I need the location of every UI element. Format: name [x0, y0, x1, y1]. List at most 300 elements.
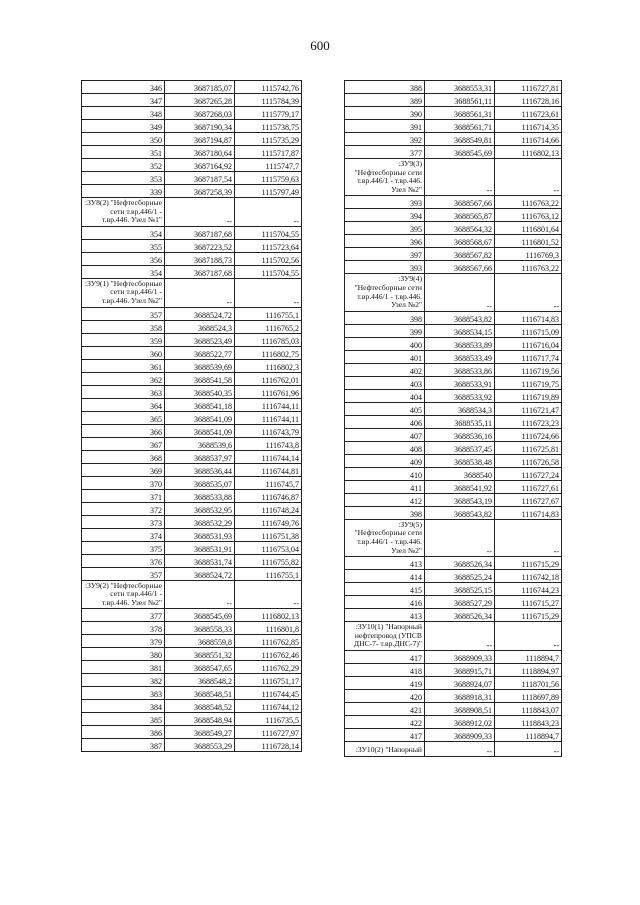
y-coordinate-cell: 1116735,5	[235, 713, 302, 726]
table-row	[82, 159, 302, 172]
y-coordinate-cell: 1116714,35	[495, 120, 562, 133]
table-row	[345, 689, 562, 702]
y-coordinate-cell: 1116801,8	[235, 622, 302, 635]
table-row	[345, 676, 562, 689]
y-coordinate-cell: 1116727,97	[235, 726, 302, 739]
x-coordinate-cell: 3688532,29	[165, 515, 235, 528]
x-coordinate-cell: 3688534,3	[425, 402, 495, 415]
table-row	[345, 146, 562, 159]
table-row	[82, 107, 302, 120]
x-coordinate-cell: 3688908,51	[425, 702, 495, 715]
table-row	[345, 557, 562, 570]
table-row	[345, 402, 562, 415]
y-coordinate-cell: 1115704,55	[235, 265, 302, 278]
table-body-right	[345, 81, 562, 757]
point-number-cell: 347	[82, 94, 165, 107]
point-number-cell: 401	[345, 350, 425, 363]
table-row	[82, 609, 302, 622]
table-row	[345, 311, 562, 324]
x-coordinate-cell: --	[165, 198, 235, 227]
point-number-cell: 402	[345, 363, 425, 376]
point-number-cell: 416	[345, 596, 425, 609]
table-row	[82, 226, 302, 239]
table-row	[82, 320, 302, 333]
table-row	[345, 235, 562, 248]
point-number-cell: 349	[82, 120, 165, 133]
y-coordinate-cell: 1116762,85	[235, 635, 302, 648]
table-row	[82, 81, 302, 94]
y-coordinate-cell: 1116727,61	[495, 480, 562, 493]
x-coordinate-cell: 3688543,19	[425, 493, 495, 506]
x-coordinate-cell: 3688561,71	[425, 120, 495, 133]
point-number-cell: 399	[345, 324, 425, 337]
table-row	[345, 493, 562, 506]
point-number-cell: 364	[82, 398, 165, 411]
x-coordinate-cell: 3687268,03	[165, 107, 235, 120]
x-coordinate-cell: 3688543,82	[425, 506, 495, 519]
x-coordinate-cell: 3688541,09	[165, 411, 235, 424]
x-coordinate-cell: 3688539,6	[165, 437, 235, 450]
x-coordinate-cell: 3688548,51	[165, 687, 235, 700]
x-coordinate-cell: 3688565,87	[425, 209, 495, 222]
table-row	[82, 252, 302, 265]
y-coordinate-cell: 1116742,18	[495, 570, 562, 583]
table-row	[345, 337, 562, 350]
y-coordinate-cell: 1116751,17	[235, 674, 302, 687]
y-coordinate-cell: 1116716,04	[495, 337, 562, 350]
y-coordinate-cell: 1116744,14	[235, 450, 302, 463]
y-coordinate-cell: 1116761,96	[235, 385, 302, 398]
point-number-cell: 379	[82, 635, 165, 648]
table-row	[82, 411, 302, 424]
x-coordinate-cell: 3687190,34	[165, 120, 235, 133]
x-coordinate-cell: 3688924,07	[425, 676, 495, 689]
y-coordinate-cell: 1116714,83	[495, 311, 562, 324]
x-coordinate-cell: 3688532,95	[165, 502, 235, 515]
y-coordinate-cell: 1116746,87	[235, 489, 302, 502]
point-number-cell: 407	[345, 428, 425, 441]
point-number-cell: 382	[82, 674, 165, 687]
point-number-cell: 398	[345, 506, 425, 519]
point-number-cell: 362	[82, 372, 165, 385]
table-row	[345, 415, 562, 428]
point-number-cell: 384	[82, 700, 165, 713]
x-coordinate-cell: 3688540	[425, 467, 495, 480]
point-number-cell: 403	[345, 376, 425, 389]
coordinates-table-right	[344, 80, 562, 757]
table-row	[345, 261, 562, 274]
table-row	[82, 528, 302, 541]
y-coordinate-cell: 1116763,22	[495, 261, 562, 274]
x-coordinate-cell: 3688533,88	[165, 489, 235, 502]
x-coordinate-cell: 3688553,31	[425, 81, 495, 94]
section-header-row	[82, 198, 302, 227]
y-coordinate-cell: 1116801,52	[495, 235, 562, 248]
y-coordinate-cell: 1115759,63	[235, 172, 302, 185]
y-coordinate-cell: 1116714,66	[495, 133, 562, 146]
point-number-cell: 388	[345, 81, 425, 94]
x-coordinate-cell: 3688548,94	[165, 713, 235, 726]
y-coordinate-cell: 1116762,29	[235, 661, 302, 674]
point-number-cell: 417	[345, 728, 425, 741]
y-coordinate-cell: 1116743,8	[235, 437, 302, 450]
table-row	[82, 476, 302, 489]
y-coordinate-cell: 1118701,56	[495, 676, 562, 689]
table-row	[345, 94, 562, 107]
y-coordinate-cell: 1116763,22	[495, 196, 562, 209]
table-row	[345, 133, 562, 146]
point-number-cell: 339	[82, 185, 165, 198]
table-row	[82, 674, 302, 687]
section-header-row	[345, 622, 562, 651]
y-coordinate-cell: --	[495, 741, 562, 756]
y-coordinate-cell: 1115797,49	[235, 185, 302, 198]
table-row	[345, 222, 562, 235]
table-row	[82, 333, 302, 346]
table-row	[345, 570, 562, 583]
y-coordinate-cell: 1116727,24	[495, 467, 562, 480]
x-coordinate-cell: 3688526,34	[425, 609, 495, 622]
point-number-cell: 413	[345, 557, 425, 570]
y-coordinate-cell: 1116762,46	[235, 648, 302, 661]
y-coordinate-cell: 1116719,89	[495, 389, 562, 402]
point-number-cell: 396	[345, 235, 425, 248]
point-number-cell: 374	[82, 528, 165, 541]
y-coordinate-cell: 1115738,75	[235, 120, 302, 133]
x-coordinate-cell: 3688909,33	[425, 650, 495, 663]
x-coordinate-cell: --	[425, 519, 495, 556]
x-coordinate-cell: --	[425, 159, 495, 196]
point-number-cell: 352	[82, 159, 165, 172]
x-coordinate-cell: 3688534,15	[425, 324, 495, 337]
y-coordinate-cell: --	[495, 519, 562, 556]
point-number-cell: 422	[345, 715, 425, 728]
x-coordinate-cell: 3688522,77	[165, 346, 235, 359]
x-coordinate-cell: 3688561,31	[425, 107, 495, 120]
x-coordinate-cell: --	[425, 274, 495, 311]
x-coordinate-cell: 3687187,68	[165, 265, 235, 278]
y-coordinate-cell: 1115723,64	[235, 239, 302, 252]
y-coordinate-cell: --	[235, 580, 302, 609]
x-coordinate-cell: 3688561,11	[425, 94, 495, 107]
y-coordinate-cell: 1115735,29	[235, 133, 302, 146]
point-number-cell: 421	[345, 702, 425, 715]
table-row	[82, 450, 302, 463]
x-coordinate-cell: 3688536,44	[165, 463, 235, 476]
y-coordinate-cell: 1116755,1	[235, 567, 302, 580]
y-coordinate-cell: 1115717,87	[235, 146, 302, 159]
table-row	[345, 209, 562, 222]
point-number-cell: 387	[82, 739, 165, 752]
table-row	[345, 120, 562, 133]
y-coordinate-cell: 1115742,76	[235, 81, 302, 94]
table-row	[82, 661, 302, 674]
y-coordinate-cell: 1115704,55	[235, 226, 302, 239]
section-header-row	[82, 580, 302, 609]
x-coordinate-cell: 3687164,92	[165, 159, 235, 172]
table-row	[345, 441, 562, 454]
x-coordinate-cell: 3688545,69	[165, 609, 235, 622]
y-coordinate-cell: 1116762,01	[235, 372, 302, 385]
y-coordinate-cell: 1116726,58	[495, 454, 562, 467]
x-coordinate-cell: --	[165, 278, 235, 307]
table-row	[345, 650, 562, 663]
point-number-cell: 373	[82, 515, 165, 528]
y-coordinate-cell: --	[495, 622, 562, 651]
point-number-cell: 376	[82, 554, 165, 567]
section-label-cell: :ЗУ9(4) "Нефтесборные сети т.вр.446/1 - т.вр.446. Узел №2"	[345, 274, 425, 311]
y-coordinate-cell: 1115702,56	[235, 252, 302, 265]
y-coordinate-cell: 1118894,7	[495, 728, 562, 741]
x-coordinate-cell: 3688533,86	[425, 363, 495, 376]
table-row	[345, 428, 562, 441]
x-coordinate-cell: 3688526,34	[425, 557, 495, 570]
table-row	[82, 622, 302, 635]
x-coordinate-cell: 3688523,49	[165, 333, 235, 346]
table-row	[82, 515, 302, 528]
section-header-row	[82, 278, 302, 307]
x-coordinate-cell: 3687223,52	[165, 239, 235, 252]
x-coordinate-cell: 3688540,35	[165, 385, 235, 398]
y-coordinate-cell: 1115747,7	[235, 159, 302, 172]
section-label-cell: :ЗУ9(5) "Нефтесборные сети т.вр.446/1 - т.вр.446. Узел №2"	[345, 519, 425, 556]
table-row	[82, 185, 302, 198]
x-coordinate-cell: 3688537,45	[425, 441, 495, 454]
table-row	[82, 502, 302, 515]
x-coordinate-cell: 3688567,82	[425, 248, 495, 261]
point-number-cell: 368	[82, 450, 165, 463]
point-number-cell: 357	[82, 567, 165, 580]
table-row	[82, 372, 302, 385]
point-number-cell: 398	[345, 311, 425, 324]
x-coordinate-cell: 3688536,16	[425, 428, 495, 441]
point-number-cell: 357	[82, 307, 165, 320]
y-coordinate-cell: 1116743,79	[235, 424, 302, 437]
table-row	[345, 376, 562, 389]
point-number-cell: 383	[82, 687, 165, 700]
table-row	[345, 248, 562, 261]
section-header-row	[345, 274, 562, 311]
point-number-cell: 366	[82, 424, 165, 437]
section-label-cell: :ЗУ9(1) "Нефтесборные сети т.вр.446/1 - т.вр.446. Узел №2"	[82, 278, 165, 307]
table-row	[345, 609, 562, 622]
table-row	[345, 702, 562, 715]
y-coordinate-cell: 1116744,23	[495, 583, 562, 596]
table-row	[82, 120, 302, 133]
y-coordinate-cell: 1116715,27	[495, 596, 562, 609]
point-number-cell: 394	[345, 209, 425, 222]
point-number-cell: 397	[345, 248, 425, 261]
y-coordinate-cell: --	[235, 198, 302, 227]
table-row	[82, 346, 302, 359]
y-coordinate-cell: 1116714,83	[495, 506, 562, 519]
point-number-cell: 380	[82, 648, 165, 661]
x-coordinate-cell: 3688533,91	[425, 376, 495, 389]
point-number-cell: 372	[82, 502, 165, 515]
table-row	[82, 94, 302, 107]
point-number-cell: 346	[82, 81, 165, 94]
point-number-cell: 411	[345, 480, 425, 493]
y-coordinate-cell: 1115784,39	[235, 94, 302, 107]
point-number-cell: 354	[82, 265, 165, 278]
point-number-cell: 350	[82, 133, 165, 146]
y-coordinate-cell: 1118843,23	[495, 715, 562, 728]
table-row	[345, 663, 562, 676]
x-coordinate-cell: 3688567,66	[425, 196, 495, 209]
table-row	[82, 700, 302, 713]
x-coordinate-cell: 3687185,07	[165, 81, 235, 94]
y-coordinate-cell: 1116744,45	[235, 687, 302, 700]
x-coordinate-cell: 3688524,72	[165, 567, 235, 580]
x-coordinate-cell: 3688545,69	[425, 146, 495, 159]
table-row	[82, 385, 302, 398]
point-number-cell: 395	[345, 222, 425, 235]
x-coordinate-cell: 3688541,92	[425, 480, 495, 493]
y-coordinate-cell: --	[235, 278, 302, 307]
table-row	[82, 359, 302, 372]
x-coordinate-cell: 3688535,07	[165, 476, 235, 489]
point-number-cell: 419	[345, 676, 425, 689]
x-coordinate-cell: 3688539,69	[165, 359, 235, 372]
point-number-cell: 371	[82, 489, 165, 502]
table-row	[82, 567, 302, 580]
x-coordinate-cell: 3688535,11	[425, 415, 495, 428]
table-body-left	[82, 81, 302, 752]
x-coordinate-cell: 3687180,64	[165, 146, 235, 159]
y-coordinate-cell: 1116744,11	[235, 398, 302, 411]
table-row	[82, 146, 302, 159]
x-coordinate-cell: 3688533,49	[425, 350, 495, 363]
x-coordinate-cell: 3688533,92	[425, 389, 495, 402]
y-coordinate-cell: 1116749,76	[235, 515, 302, 528]
x-coordinate-cell: 3688549,81	[425, 133, 495, 146]
point-number-cell: 408	[345, 441, 425, 454]
y-coordinate-cell: 1118894,97	[495, 663, 562, 676]
point-number-cell: 378	[82, 622, 165, 635]
point-number-cell: 404	[345, 389, 425, 402]
table-row	[82, 265, 302, 278]
point-number-cell: 375	[82, 541, 165, 554]
point-number-cell: 420	[345, 689, 425, 702]
point-number-cell: 413	[345, 609, 425, 622]
y-coordinate-cell: 1116753,04	[235, 541, 302, 554]
table-row	[345, 467, 562, 480]
y-coordinate-cell: 1116801,64	[495, 222, 562, 235]
point-number-cell: 354	[82, 226, 165, 239]
point-number-cell: 381	[82, 661, 165, 674]
table-row	[345, 196, 562, 209]
x-coordinate-cell: 3687187,68	[165, 226, 235, 239]
table-row	[82, 648, 302, 661]
table-row	[345, 480, 562, 493]
x-coordinate-cell: 3688531,93	[165, 528, 235, 541]
table-row	[82, 463, 302, 476]
point-number-cell: 391	[345, 120, 425, 133]
page-number: 600	[310, 38, 330, 53]
point-number-cell: 355	[82, 239, 165, 252]
table-row	[345, 454, 562, 467]
table-row	[345, 583, 562, 596]
y-coordinate-cell: 1116785,03	[235, 333, 302, 346]
section-label-cell: :ЗУ8(2) "Нефтесборные сети т.вр.446/1 - т.вр.446. Узел №1"	[82, 198, 165, 227]
point-number-cell: 348	[82, 107, 165, 120]
table-row	[345, 389, 562, 402]
point-number-cell: 415	[345, 583, 425, 596]
x-coordinate-cell: 3688525,24	[425, 570, 495, 583]
point-number-cell: 356	[82, 252, 165, 265]
point-number-cell: 390	[345, 107, 425, 120]
x-coordinate-cell: 3688915,71	[425, 663, 495, 676]
table-row	[345, 506, 562, 519]
y-coordinate-cell: 1116727,81	[495, 81, 562, 94]
x-coordinate-cell: 3688912,02	[425, 715, 495, 728]
section-label-cell: :ЗУ9(2) "Нефтесборные сети т.вр.446/1 - т.вр.446. Узел №2"	[82, 580, 165, 609]
coordinates-table-left	[81, 80, 302, 752]
table-row	[82, 687, 302, 700]
table-row	[82, 554, 302, 567]
y-coordinate-cell: 1116755,1	[235, 307, 302, 320]
table-row	[82, 489, 302, 502]
point-number-cell: 418	[345, 663, 425, 676]
point-number-cell: 358	[82, 320, 165, 333]
table-row	[82, 726, 302, 739]
x-coordinate-cell: 3688568,67	[425, 235, 495, 248]
y-coordinate-cell: 1116719,75	[495, 376, 562, 389]
table-row	[345, 363, 562, 376]
table-row	[82, 133, 302, 146]
table-row	[82, 424, 302, 437]
y-coordinate-cell: 1116728,14	[235, 739, 302, 752]
table-row	[82, 541, 302, 554]
table-row	[345, 350, 562, 363]
y-coordinate-cell: --	[495, 159, 562, 196]
y-coordinate-cell: 1116802,75	[235, 346, 302, 359]
x-coordinate-cell: 3688918,31	[425, 689, 495, 702]
x-coordinate-cell: 3688533,89	[425, 337, 495, 350]
point-number-cell: 363	[82, 385, 165, 398]
x-coordinate-cell: 3688543,82	[425, 311, 495, 324]
x-coordinate-cell: 3687265,28	[165, 94, 235, 107]
section-label-cell: :ЗУ10(1) "Напорный нефтепровод (УПСВ ДНС-7- т.вр.ДНС-7)"	[345, 622, 425, 651]
point-number-cell: 392	[345, 133, 425, 146]
table-row	[345, 81, 562, 94]
point-number-cell: 377	[345, 146, 425, 159]
x-coordinate-cell: --	[165, 580, 235, 609]
table-row	[345, 596, 562, 609]
point-number-cell: 353	[82, 172, 165, 185]
y-coordinate-cell: 1116724,66	[495, 428, 562, 441]
y-coordinate-cell: 1116723,61	[495, 107, 562, 120]
point-number-cell: 361	[82, 359, 165, 372]
y-coordinate-cell: 1115779,17	[235, 107, 302, 120]
x-coordinate-cell: 3688537,97	[165, 450, 235, 463]
x-coordinate-cell: 3687194,87	[165, 133, 235, 146]
table-row	[82, 713, 302, 726]
y-coordinate-cell: 1116715,29	[495, 609, 562, 622]
table-row	[82, 398, 302, 411]
y-coordinate-cell: 1116723,23	[495, 415, 562, 428]
point-number-cell: 386	[82, 726, 165, 739]
x-coordinate-cell: 3688541,18	[165, 398, 235, 411]
point-number-cell: 409	[345, 454, 425, 467]
table-row	[82, 239, 302, 252]
x-coordinate-cell: 3687188,73	[165, 252, 235, 265]
section-label-cell: :ЗУ10(2) "Напорный	[345, 741, 425, 756]
table-row	[82, 172, 302, 185]
x-coordinate-cell: 3688524,72	[165, 307, 235, 320]
x-coordinate-cell: 3688525,15	[425, 583, 495, 596]
y-coordinate-cell: 1116748,24	[235, 502, 302, 515]
